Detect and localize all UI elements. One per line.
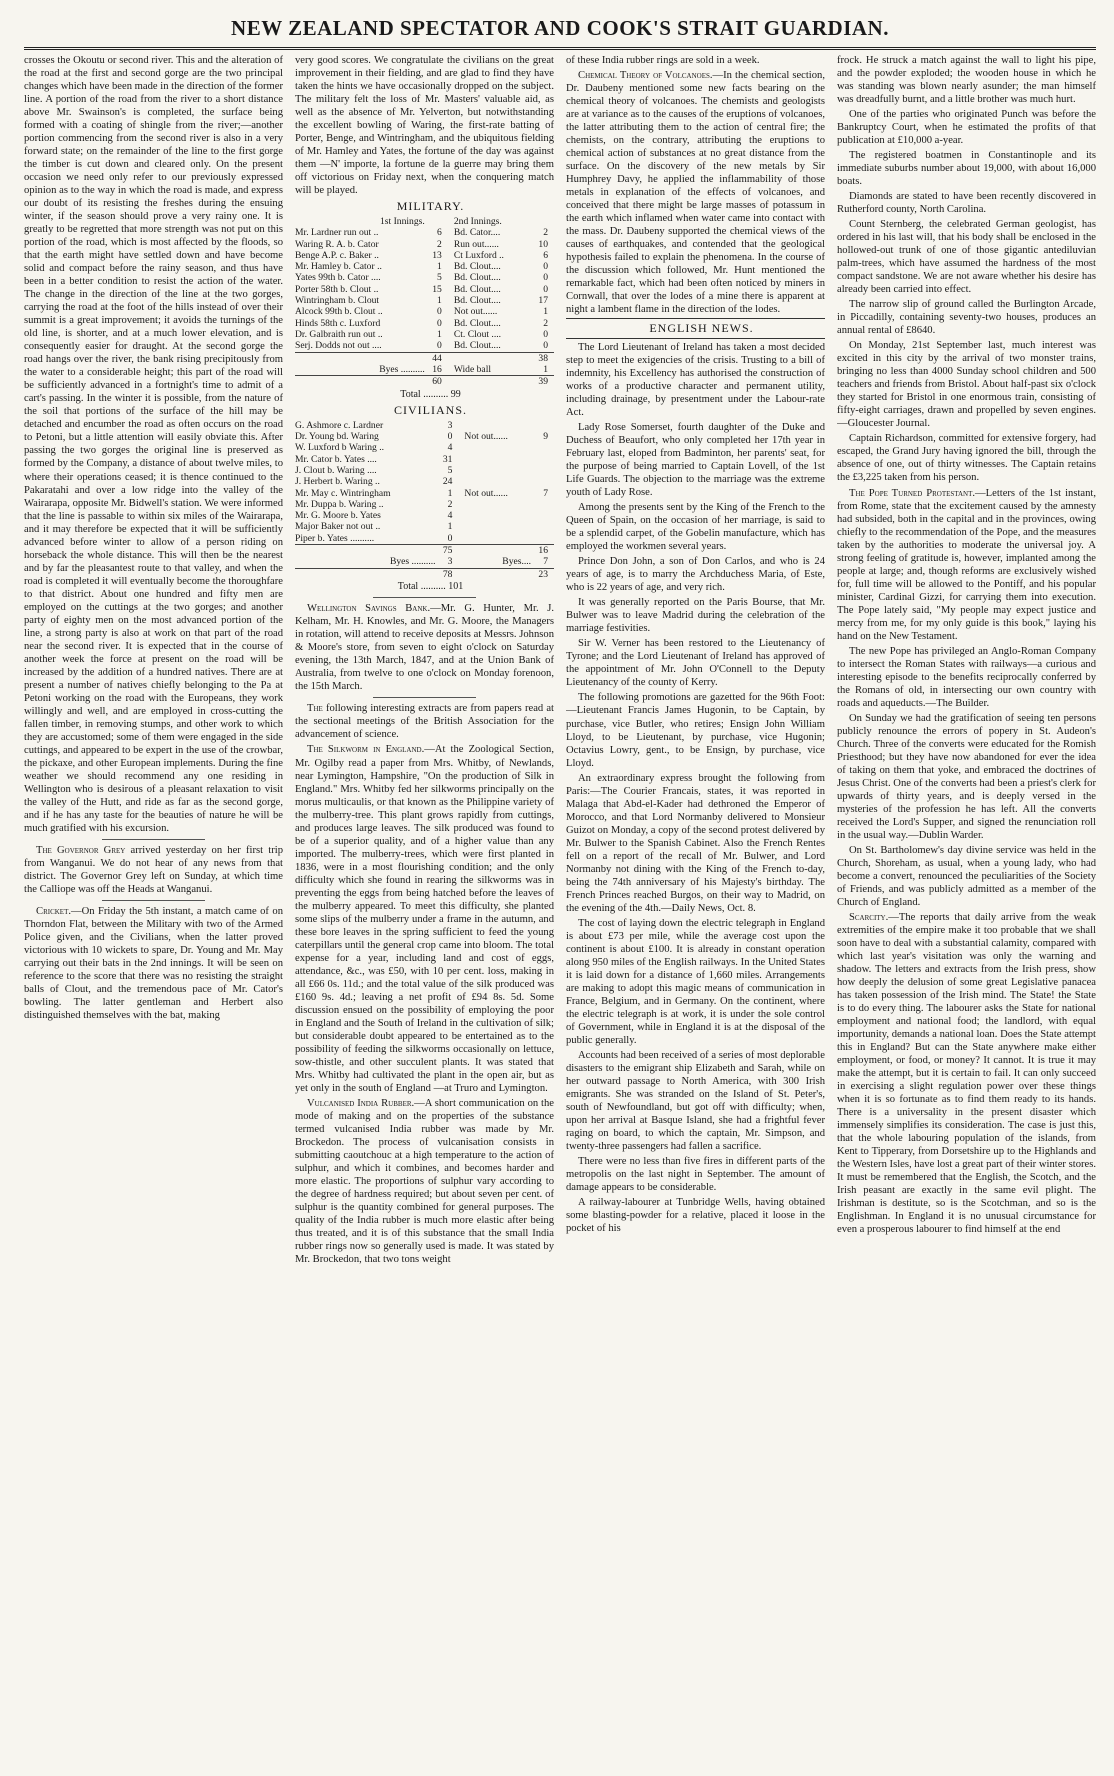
score-1: 1 [447, 487, 453, 499]
civilians-heading: CIVILIANS. [394, 402, 467, 417]
civilian-score-row [295, 431, 554, 442]
body: —Letters of the 1st instant, from Rome, state that the excitement caused by the amnesty had subsided, both in the capital and in the provinces, owing chiefly to the recommendation of the Pope, and the measures taken by the authorities to moderate the universal joy. A strong feeling of gratitude is, however, implanted among the people at large; and, though reforms are exclusively wished for, full time will be allowed to the Pontiff, and his popular minister, Cardinal Gizzi, for carrying them into execution. The Pope lately said, "My people may expect justice and mercy from me, for my only guide is this book," laying his hand on the New Testament. [837, 487, 1096, 642]
score-2 [531, 465, 554, 476]
article-india-rubber [295, 1097, 554, 1266]
lead: Chemical Theory of Volcanoes. [578, 70, 713, 82]
civilian-score-row [295, 476, 554, 487]
score-2: 0 [543, 283, 548, 295]
news-item: Diamonds are stated to have been recently discovered in Rutherford county, North Carolina. [837, 191, 1096, 216]
score-1: 1 [437, 329, 442, 341]
dismissal-2: Bd. Clout.... [453, 261, 501, 273]
score-2: 17 [538, 295, 548, 307]
subtotal-1: 60 [425, 376, 448, 388]
dismissal-2: Bd. Clout.... [453, 340, 501, 352]
dismissal-2 [458, 499, 531, 510]
score-2: 0 [543, 261, 548, 273]
military-score-row [295, 306, 554, 317]
military-score-row [295, 239, 554, 250]
body: —A short communication on the mode of making and on the properties of the substance termed vulcanised India rubber was made by Mr. Brockedon. The process of vulcanisation consists in submitting caoutchouc at a high temperature to the action of sulphur, and which it combines, and becomes harder and more elastic. The proportions of sulphur vary according to the degree of hardness required; but about seven per cent. of sulphur is the quantity combined for general purposes. The quality of the India rubber is much more elastic after being thus treated, and it is of this substance that the small India rubber rings now so generally used is made. It was stated by Mr. Brockedon, that two tons weight [295, 1097, 554, 1266]
subtotal-2: 39 [531, 376, 554, 388]
column-2 [295, 54, 554, 1754]
military-score-row [295, 227, 554, 238]
military-score-row [295, 295, 554, 306]
military-score-row [295, 272, 554, 283]
lead: The [307, 703, 323, 715]
batsman: J. Herbert b. Waring .. [295, 476, 380, 488]
military-total: Total .......... 99 [400, 388, 461, 400]
civilian-score-row [295, 533, 554, 545]
dismissal-2 [458, 442, 531, 453]
news-item: Count Sternberg, the celebrated German geologist, has ordered in his last will, that his body shall be enclosed in the hollowed-out trunk of one of those gigantic antediluvian palm-trees, which have assumed the hardness of the most compact sandstone. We are not aware whether his desire has already been carried into effect. [837, 219, 1096, 296]
byes: 16 [432, 363, 442, 375]
body: —At the Zoological Section, Mr. Ogilby read a paper from Mrs. Whitby, of Newlands, near Lymington, Hampshire, "On the production of Silk in England." Mrs. Whitby fed her silkworms principally on the morus multicaulis, or that known as the Philippine variety of the mulberry-tree. This plant grows rapidly from cuttings, and produces large leaves. The silk produced was found to be of a superior quality, and of a higher value than any imported. The mulberry-trees, which were first planted in 1836, were in a most flourishing condition; and the only difficulty which she found in rearing the silkworms was in preventing the eggs from being hatched before the leaves of the mulberry appeared. To meet this difficulty, she planted some slips of the mulberry under a frame in the autumn, and these bore leaves in the spring sufficient to feed the young caterpillars until the general crop came into bloom. The total expense for a year, including land and cost of eggs, attendance, &c., was £50, with 10 per cent. loss, making in all £66 0s. 11d.; and the total value of the silk produced was £160 9s. 4d.; leaving a net profit of £94 8s. 5d. Some discussion ensued on the possibility of employing the poor in England and the South of Ireland in the cultivation of silk; but considerable doubt appeared to be entertained as to the possibility of feeding the silkworms occasionally on lettuce, sow-thistle, and other succulent plants. It was stated that Mrs. Whitby had cultivated the plant in the open air, but as yet only in the south of England —at Truro and Lymington. [295, 744, 554, 1094]
news-item: An extraordinary express brought the following from Paris:—The Courier Francais, states, it was reported in Malaga that Abd-el-Kader had dethroned the Emperor of Morocco, and that Lord Normanby delivered to Monsieur Guizot on Monday, a copy of the second protest delivered by Mr. Bulwer to the Spanish Cabinet. Also the French Rentes fell on a report of the recall of Mr. Bulwer, and Lord Normanby not dining with the King of the French to-day, being the 74th anniversary of his Majesty's birthday. The French Princes reached Burgos, on their way to Madrid, on the evening of the 4th.—Daily News, Oct. 8. [566, 772, 825, 914]
byes-label: Byes .......... [379, 363, 425, 375]
byes2: 7 [543, 556, 548, 568]
score-2 [531, 499, 554, 510]
dismissal-2 [458, 521, 531, 532]
dismissal-2: Bd. Cator.... [453, 227, 501, 239]
score-1: 2 [447, 498, 453, 510]
news-item: Sir W. Verner has been restored to the Lieutenancy of Tyrone; and the Lord Lieutenant of Ireland has approved of the appointment of Mr. John O'Connell to the Deputy Lieutenancy of the county of Kerry. [566, 638, 825, 689]
civilians-subtotal [295, 568, 554, 580]
batsman: Hinds 58th c. Luxford [295, 317, 381, 329]
score-1: 4 [447, 442, 453, 454]
sum-2: 38 [531, 352, 554, 364]
military-extras [295, 364, 554, 376]
batsman: Serj. Dodds not out .... [295, 340, 382, 352]
innings1-label: 1st Innings. [379, 215, 425, 227]
article-scarcity [837, 911, 1096, 1236]
column-1 [24, 54, 283, 1754]
news-item: The Lord Lieutenant of Ireland has taken a most decided step to meet the exigencies of the crisis. Trusting to a bill of indemnity, his Excellency has authorised the construction of works of a productive character and permanent utility, including drainage, by presentment under the Labour-rate Act. [566, 342, 825, 419]
civilian-score-row [295, 510, 554, 521]
score-2 [531, 454, 554, 465]
military-sum [295, 352, 554, 364]
civilian-score-row [295, 442, 554, 453]
article-silkworm [295, 743, 554, 1094]
article-cricket [24, 905, 283, 1022]
masthead-rule [24, 47, 1096, 50]
subtotal-2: 23 [531, 568, 554, 580]
score-1: 5 [437, 272, 442, 284]
score-1: 5 [447, 464, 453, 476]
civilians-sum [295, 545, 554, 557]
dismissal-2: Not out...... [464, 487, 508, 499]
military-score-row [295, 250, 554, 261]
dismissal-2 [458, 465, 531, 476]
english-news-heading: ENGLISH NEWS. [566, 318, 825, 339]
sum-2: 16 [531, 545, 554, 557]
sum-1: 75 [436, 545, 459, 557]
dismissal-2: Bd. Clout.... [453, 295, 501, 307]
news-item-continued: frock. He struck a match against the wall to light his pipe, and the powder exploded; the wooden house in which he was standing was blown nearly asunder; the man himself was dreadfully burnt, and a little brother was much hurt. [837, 55, 1096, 106]
news-item: Prince Don John, a son of Don Carlos, and who is 24 years of age, is to marry the Archduchess Maria, of Este, who is 22 years of age, and very rich. [566, 556, 825, 594]
score-1: 0 [447, 532, 453, 544]
sum-1: 44 [425, 352, 448, 364]
batsman: Mr. G. Moore b. Yates [295, 510, 381, 522]
military-score-row [295, 329, 554, 340]
dismissal-2: Ct Luxford .. [453, 249, 504, 261]
lead: Vulcanised India Rubber. [307, 1097, 415, 1109]
dismissal-2: Ct. Clout .... [453, 329, 502, 341]
news-item: The cost of laying down the electric telegraph in England is about £73 per mile, while the average cost upon the continent is about £100. It is already in constant operation along 950 miles of the English railways. In the United States it is laid down for a distance of 1,660 miles. Arrangements are making to adopt this magic means of communication in France, Belgium, and in Germany. On the continent, where the electric telegraph is at work, it is under the sole control of Government, while in England it is at the disposal of the public generally. [566, 917, 825, 1046]
masthead: NEW ZEALAND SPECTATOR AND COOK'S STRAIT GUARDIAN. [231, 16, 889, 40]
score-2: 2 [543, 317, 548, 329]
news-item: On Monday, 21st September last, much interest was excited in this city by the arrival of two monster trains, bringing no less than 4000 Sunday school children and 500 teachers and friends from Bristol. About half-past six o'clock they started for Bristol in one enormous train, consisting of fifty-eight carriages, drawn and propelled by seven engines.—Gloucester Journal. [837, 340, 1096, 430]
batsman: Mr. Duppa b. Waring .. [295, 498, 384, 510]
batsman: Mr. Hamley b. Cator .. [295, 261, 382, 273]
civilian-score-row [295, 420, 554, 431]
innings2-label: 2nd Innings. [453, 215, 502, 227]
lead: Wellington Savings Bank. [307, 603, 431, 615]
body: —On Friday the 5th instant, a match came of on Thorndon Flat, between the Military with two of the Armed Police given, and the Civilians, when the latter proved victorious with 10 wickets to spare, Dr. Young and Mr. May carrying out their bats in the 2nd innings. It will be seen on reference to the score that there was no resisting the straight balls of Clout, and the tremendous pace of Mr. Cator's bowling. The latter gentleman and Herbert also distinguished themselves with the bat, making [24, 906, 283, 1022]
civilian-score-row [295, 454, 554, 465]
news-item: The new Pope has privileged an Anglo-Roman Company to intersect the Roman States with railways—a curious and interesting episode to the benefits reciprocally conferred by the Romans of old, in intersecting our own country with roads and aqueducts.—The Builder. [837, 645, 1096, 709]
military-score-row [295, 261, 554, 272]
body: —The reports that daily arrive from the weak extremities of the empire make it too probable that we shall soon have to deal with a substantial calamity, compared with which last year's visitation was only the warning and shadow. The letters and extracts from the Irish press, show how deeply the delusion of some great Legislative panacea has taken possession of the Irish mind. The State! the State is to do every thing. The labourer asks the State for national employment and national food; the landlord, with equal importunity, demands a national loan. Does the State attempt this in England? But can the State anywhere make either employment, or food, or money? It cannot. It is true it may make the attempt, but it is certain to fail. It can only succeed in exercising a slight regulation power over these things when it is so fortunate as to find them ready to its hands. There is a universality in the present disaster which immensely simplifies its consideration. The case is just this, that the whole labouring population of the islands, from Kent to Tipperary, from Dorsetshire up to the Highlands and the Western Isles, have lost a great part of their winter stores. It must be remembered that the English, the Scotch, and the Irish peasant are exactly in the same evil plight. The Irishman is destitute, so is the Scotchman, and so is the Englishman. In England it is no unusual circumstance for even a prosperous labourer to find himself at the end [837, 912, 1096, 1236]
article-governor-grey [24, 844, 283, 896]
news-item: On St. Bartholomew's day divine service was held in the Church, Shoreham, as usual, when a young lady, who had become a convert, renounced the peculiarities of the Society of Friends, and was publicly admitted as a member of the Church of England. [837, 844, 1096, 908]
score-1: 1 [437, 261, 442, 273]
military-subtotal [295, 376, 554, 388]
score-2: 6 [543, 249, 548, 261]
score-1: 31 [442, 453, 453, 465]
batsman: J. Clout b. Waring .... [295, 464, 377, 476]
news-item: On Sunday we had the gratification of seeing ten persons publicly renounce the errors of popery in St. Audeon's Church. Three of the converts were educated for the Romish Priesthood; but they have now abandoned for ever the idea of taking on them that yoke, and embraced the doctrines of Jesus Christ. One of the converts had been a priest's clerk for upwards of thirty years, and is deeply versed in the mysteries of the profession he has left. All the converts received the Lord's Supper, and signed the renunciation roll in the usual way.—Dublin Warder. [837, 712, 1096, 841]
score-2: 9 [543, 430, 548, 442]
score-2 [531, 533, 554, 545]
news-item: Lady Rose Somerset, fourth daughter of the Duke and Duchess of Beaufort, who only completed her 17th year in February last, eloped from Badminton, her parents' seat, for the purpose of being married to Captain Lovell, of the 1st Life Guards. The objection to the marriage was the extreme youth of Lady Rose. [566, 422, 825, 499]
wide: 1 [543, 363, 548, 375]
score-1: 0 [437, 317, 442, 329]
body: —Mr. G. Hunter, Mr. J. Kelham, Mr. H. Knowles, and Mr. G. Moore, the Managers in rotation, will attend to receive deposits at Messrs. Johnson & Moore's store, from seven to eight o'clock on Saturday evening, the 13th March, 1847, and at the Union Bank of Australia, from twelve to one o'clock on Monday forenoon, the 15th March. [295, 603, 554, 693]
score-2: 2 [543, 227, 548, 239]
divider [373, 597, 477, 598]
column-4 [837, 54, 1096, 1754]
byes: 3 [447, 556, 453, 568]
batsman: Benge A.P. c. Baker .. [295, 249, 379, 261]
lead: Cricket. [36, 906, 71, 917]
batsman: Wintringham b. Clout [295, 295, 380, 307]
divider [102, 839, 206, 840]
score-1: 15 [432, 283, 442, 295]
batsman: W. Luxford b Waring .. [295, 442, 385, 454]
columns [24, 54, 1096, 1754]
military-score-row [295, 340, 554, 352]
military-score-row [295, 284, 554, 295]
score-2 [531, 521, 554, 532]
batsman: Major Baker not out .. [295, 521, 381, 533]
article-road-report: crosses the Okoutu or second river. This and the alteration of the road at the first and second gorge are the two principal changes which have been made in the direction of the former line. A portion of the road from the river to a short distance above Mr. Swainson's is completed, the surface being formed with a coating of shingle from the river;—another portion commencing from the second river is also in a very forward state; on the remainder of the line to the first gorge the timber is cut down and cleared only. On the present occasion we need only refer to our previously expressed opinion as to the way in which the road is made, and express our doubt of its resisting the freshes during the ensuing winter, if the season should prove a very rainy one. It is greatly to be regretted that more strength was not put on this portion of the road, which is most affected by the floods, so that the earth might have settled down and have become solid and compact before the rainy season, and thus have been in a better condition to resist the action of the water. The change in the direction of the line at the two gorges, carrying the road at the foot of the hills instead of over their summit is a great improvement; it avoids the turnings of the old line, is shorter, and at a much lower elevation, and is consequently easier for draught. At the second gorge the road hangs over the river, the bank rising precipitously from the water to a considerable height; this part of the road will be sufficiently advanced in a fortnight's time to admit of a cart's passing. In the winter it is possible, from the nature of the soil that portions of the surface of the hill may be detached and encumber the road as often occurs on the road to Petoni, but a little attention will easily obviate this. After passing the two gorges the original line is preserved as formed by the Company, a distance of about twelve miles, to where their operations ceased; it is thence continued to the Pakaratahi and over a low ridge into the valley of the Wairarapa, opposite Mr. Bidwell's station. We were informed that the line is passable to within six miles of the Wairarapa, and it may therefore be expected that it will be sufficiently advanced before winter to allow of a person riding on horseback the whole distance. This will then be the nearest and by far the pleasantest route to that valley, and when the road is completed it will eventually become the thoroughfare to that district. About one hundred and fifty men are employed on the cuttings at the two gorges; and another party of eighty men on the most advanced portion of the line, a strong party is also at work on that part of the road near the second river. It is expected that in the course of another week the force at present on the road will be increased by the addition of a hundred natives. There are at present a number of natives chiefly belonging to the Pa at Petoni working on the road with the Europeans, they work willingly and well, and are employed in cross-cutting the fallen timber, in removing stumps, and other work to which they are accustomed; some of them were engaged in the side cuttings, and appeared to be expert in the use of the crowbar, the pickaxe, and other European implements. During the fine weather we should recommend any one residing in Wellington who is desirous of a pleasant relaxation to visit the valley of the Hutt, and ride as far as the second gorge, and if he has any taste for the beauties of nature he will be much gratified with his excursion. [24, 55, 283, 834]
news-item: One of the parties who originated Punch was before the Bankruptcy Court, when he estimated the profits of that publication at £10,000 a-year. [837, 109, 1096, 147]
score-2 [531, 510, 554, 521]
news-item: Among the presents sent by the King of the French to the Queen of Spain, on the occasion of her marriage, is said to be a splendid carpet, of the Gobelin manufacture, which has employed the workmen several years. [566, 502, 825, 553]
article-volcanoes [566, 69, 825, 316]
batsman: Alcock 99th b. Clout .. [295, 306, 383, 318]
score-2: 0 [543, 272, 548, 284]
score-1: 1 [447, 521, 453, 533]
civilians-extras [295, 556, 554, 568]
dismissal-2 [458, 476, 531, 487]
dismissal-2 [458, 510, 531, 521]
score-1: 24 [442, 476, 453, 488]
score-1: 1 [437, 295, 442, 307]
body: —In the chemical section, Dr. Daubeny mentioned some new facts bearing on the chemical theory of volcanoes. The chemists and geologists are at variance as to the causes of the eruptions of volcanoes, the latter attributing them to the action of central fire; the chemists, on the contrary, attributing the eruptions to chemical action of substances at no great distance from the surface. On the discovery of the new metals by Sir Humphrey Davy, he applied the inflammability of those metals in explanation of the effects of volcanoes, and conceived that there might be large masses of potassum in the earth which inflamed when water came into contact with the mass. Dr. Daubeny supported the chemical views of the causes of earthquakes, and contended that the geological hypothesis failed to explain the phenomena. In the course of the discussion which followed, Mr. Hunt mentioned the remarkable fact, which had been often noticed by miners in Cornwall, that over the lodes of a mine there is apparent at night a lambent flame in the direction of the lodes. [566, 70, 825, 316]
dismissal-2: Not out...... [453, 306, 498, 318]
score-1: 0 [437, 306, 442, 318]
news-item: There were no less than five fires in different parts of the metropolis on the last night in September. The amount of damage appears to be considerable. [566, 1156, 825, 1194]
dismissal-2 [458, 533, 531, 545]
wide-label: Wide ball [453, 363, 492, 375]
civilian-score-row [295, 521, 554, 532]
article-cricket-continued: very good scores. We congratulate the civilians on the great improvement in their fielding, and are glad to find they have taken the hints we have occasionally dropped on the subject. The military felt the loss of Mr. Masters' valuable aid, as well as the absence of Mr. Yelverton, but notwithstanding the excellent bowling of Waring, the first-rate batting of Porter, Benge, and Wintringham, and the ubiquitous fielding of Mr. Hamley and Yates, the fortune of the day was against them —N' importe, la fortune de la guerre may bring them off victorious on Friday next, when the conquering match will be played. [295, 55, 554, 197]
batsman: Porter 58th b. Clout .. [295, 283, 379, 295]
news-item: The following promotions are gazetted for the 96th Foot:—Lieutenant Francis James Hugonin, to be Captain, by purchase, vice Butler, who retires; Ensign John William Lloyd, to be Lieutenant, by purchase, vice Hugonin; Octavius Lowry, gent., to be Ensign, by purchase, vice Lloyd. [566, 692, 825, 769]
divider [373, 697, 477, 698]
score-2 [531, 420, 554, 431]
score-2 [531, 442, 554, 453]
news-item: A railway-labourer at Tunbridge Wells, having obtained some blasting-powder for a relative, placed it loose in the pocket of his [566, 1197, 825, 1235]
civilian-score-row [295, 499, 554, 510]
score-1: 6 [437, 227, 442, 239]
byes2-label: Byes.... [502, 556, 532, 568]
score-2 [531, 476, 554, 487]
lead: The Silkworm in England. [307, 744, 425, 756]
dismissal-2: Bd. Clout.... [453, 272, 501, 284]
article-savings-bank [295, 602, 554, 693]
batsman: Dr. Galbraith run out .. [295, 329, 383, 341]
dismissal-2: Bd. Clout.... [453, 317, 501, 329]
score-1: 4 [447, 510, 453, 522]
news-item: Captain Richardson, committed for extensive forgery, had escaped, the Grand Jury having ignored the bill, through the absence of one, out of thirty witnesses. The Captain retains the £3,225 taken from his person. [837, 433, 1096, 484]
military-score-row [295, 318, 554, 329]
batsman: Dr. Young bd. Waring [295, 430, 379, 442]
article-pope [837, 487, 1096, 643]
batsman: Mr. May c. Wintringham [295, 487, 391, 499]
lead: The Pope Turned Protestant. [849, 487, 976, 499]
dismissal-2 [458, 420, 531, 431]
article-british-association [295, 702, 554, 741]
lead: The Governor Grey [36, 844, 126, 856]
subtotal-1: 78 [436, 568, 459, 580]
dismissal-2: Bd. Clout.... [453, 283, 501, 295]
batsman: Yates 99th b. Cator .... [295, 272, 381, 284]
body: following interesting extracts are from papers read at the sectional meetings of the British Association for the advancement of science. [295, 703, 554, 741]
score-1: 0 [437, 340, 442, 352]
divider [102, 900, 206, 901]
batsman: Mr. Cator b. Yates .... [295, 453, 377, 465]
score-2: 1 [543, 306, 548, 318]
dismissal-2 [458, 454, 531, 465]
score-2: 0 [543, 329, 548, 341]
score-1: 3 [447, 419, 453, 431]
news-item: Accounts had been received of a series of most deplorable disasters to the emigrant ship Elizabeth and Sarah, while on her outward passage to North America, with 300 Irish emigrants. She was stranded on the Island of St. Peter's, south of Newfoundland, but got off with difficulty; when, upon her arrival at Basque Island, she had a frightful fever raging on board, to which the captain, Mr. Simpson, and twenty-three passengers had fallen a sacrifice. [566, 1049, 825, 1152]
article-india-rubber-continued: of these India rubber rings are sold in a week. [566, 55, 760, 66]
score-1: 13 [432, 249, 442, 261]
news-item: The registered boatmen in Constantinople and its immediate suburbs number about 19,000, with about 16,000 boats. [837, 150, 1096, 188]
civilian-score-row [295, 465, 554, 476]
score-2: 0 [543, 340, 548, 352]
score-1: 0 [447, 430, 453, 442]
byes-label: Byes .......... [389, 556, 436, 568]
civilian-score-row [295, 488, 554, 499]
score-2: 10 [538, 238, 548, 250]
batsman: Piper b. Yates .......... [295, 532, 375, 544]
score-1: 2 [437, 238, 442, 250]
batsman: Waring R. A. b. Cator [295, 238, 379, 250]
column-3 [566, 54, 825, 1754]
dismissal-2: Not out...... [464, 430, 508, 442]
batsman: G. Ashmore c. Lardner [295, 419, 384, 431]
score-2: 7 [543, 487, 548, 499]
military-scoreboard [295, 216, 554, 388]
lead: Scarcity. [849, 912, 889, 923]
body: arrived yesterday on her first trip from Wanganui. We do not hear of any news from that district. The Governor Grey left on Sunday, at which time the Calliope was off the Heads at Wanganui. [24, 844, 283, 895]
civilians-total: Total .......... 101 [397, 581, 464, 593]
news-item: The narrow slip of ground called the Burlington Arcade, in Piccadilly, containing seventy-two houses, produces an annual rental of £8640. [837, 299, 1096, 337]
dismissal-2: Run out...... [453, 238, 499, 250]
batsman: Mr. Lardner run out .. [295, 227, 379, 239]
news-item: It was generally reported on the Paris Bourse, that Mr. Bulwer was to leave Madrid during the celebration of the marriage festivities. [566, 597, 825, 635]
civilians-scoreboard [295, 420, 554, 580]
military-heading: MILITARY. [396, 199, 465, 214]
innings-header [295, 216, 554, 227]
